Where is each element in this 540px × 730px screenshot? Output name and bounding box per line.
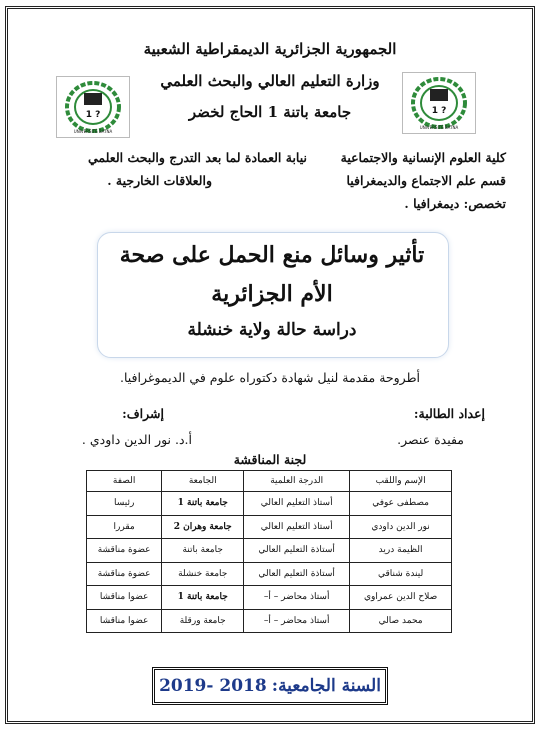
laurel-emblem-icon <box>57 77 129 137</box>
committee-title: لجنة المناقشة <box>233 452 307 467</box>
specialty: تخصص: ديمغرافيا . <box>404 196 506 211</box>
academic-year-value: 2018 -2019 <box>159 676 267 696</box>
table-cell: أستاذ محاضر – أ– <box>244 609 350 633</box>
table-row <box>87 539 452 563</box>
header-ministry: وزارة التعليم العالي والبحث العلمي <box>160 72 380 90</box>
thesis-title-line2: الأم الجزائرية <box>211 281 333 307</box>
table-cell: أستاذ التعليم العالي <box>244 492 350 516</box>
table-row <box>87 586 452 610</box>
table-cell: عضوا مناقشا <box>87 586 162 610</box>
table-cell: جامعة باتنة 1 <box>162 586 244 610</box>
column-header: الجامعة <box>162 471 244 492</box>
college-name: كلية العلوم الإنسانية والاجتماعية <box>340 150 506 165</box>
logo-figure-right: 1 ? <box>431 106 447 116</box>
thesis-title-line1: تأثير وسائل منع الحمل على صحة <box>119 242 425 268</box>
deanery-line1: نيابة العمادة لما بعد التدرج والبحث العلمي <box>88 150 307 165</box>
laurel-emblem-icon <box>403 73 475 133</box>
logo-figure-left: 1 ? <box>85 110 101 120</box>
university-logo-left <box>56 76 130 138</box>
table-cell: محمد صالي <box>350 609 452 633</box>
logo-caption-left: UNIVERSITE BATNA <box>73 129 113 134</box>
table-cell: جامعة باتنة 1 <box>162 492 244 516</box>
logo-caption-right: UNIVERSITE BATNA <box>419 125 459 130</box>
deanery-line2: والعلاقات الخارجية . <box>107 173 212 188</box>
department-name: قسم علم الاجتماع والديمغرافيا <box>346 173 506 188</box>
table-row <box>87 492 452 516</box>
table-cell: أستاذة التعليم العالي <box>244 539 350 563</box>
table-cell: أستاذ محاضر – أ– <box>244 586 350 610</box>
university-logo-right <box>402 72 476 134</box>
table-cell: أستاذة التعليم العالي <box>244 562 350 586</box>
column-header: الصفة <box>87 471 162 492</box>
table-cell: جامعة وهران 2 <box>162 515 244 539</box>
column-header: الدرجة العلمية <box>244 471 350 492</box>
table-row <box>87 609 452 633</box>
table-cell: أستاذ التعليم العالي <box>244 515 350 539</box>
table-cell: جامعة باتنة <box>162 539 244 563</box>
supervision-label: إشراف: <box>122 406 164 421</box>
header-university: جامعة باتنة 1 الحاج لخضر <box>188 103 352 121</box>
academic-year-box <box>152 667 388 705</box>
table-cell: الظيمة دريد <box>350 539 452 563</box>
academic-year-label: السنة الجامعية: <box>271 676 381 696</box>
prepared-label: إعداد الطالبة: <box>413 406 485 421</box>
table-cell: عضوة مناقشة <box>87 562 162 586</box>
table-header-row <box>87 471 452 492</box>
table-cell: مصطفى عوفي <box>350 492 452 516</box>
table-cell: مقررا <box>87 515 162 539</box>
thesis-subtitle: دراسة حالة ولاية خنشلة <box>187 320 357 340</box>
table-row <box>87 562 452 586</box>
thesis-note: أطروحة مقدمة لنيل شهادة دكتوراه علوم في الديموغرافيا. <box>120 370 420 385</box>
table-cell: جامعة ورقلة <box>162 609 244 633</box>
table-cell: نور الدين داودي <box>350 515 452 539</box>
committee-table <box>86 470 452 633</box>
table-cell: عضوا مناقشا <box>87 609 162 633</box>
supervision-name: أ.د. نور الدين داودي . <box>81 432 192 447</box>
column-header: الإسم واللقب <box>350 471 452 492</box>
table-cell: صلاح الدين عمراوي <box>350 586 452 610</box>
table-row <box>87 515 452 539</box>
table-cell: رئيسا <box>87 492 162 516</box>
prepared-name: مفيدة عنصر. <box>397 432 464 447</box>
table-cell: ليندة شناقي <box>350 562 452 586</box>
header-republic: الجمهورية الجزائرية الديمقراطية الشعبية <box>143 40 397 58</box>
table-cell: عضوة مناقشة <box>87 539 162 563</box>
table-cell: جامعة خنشلة <box>162 562 244 586</box>
